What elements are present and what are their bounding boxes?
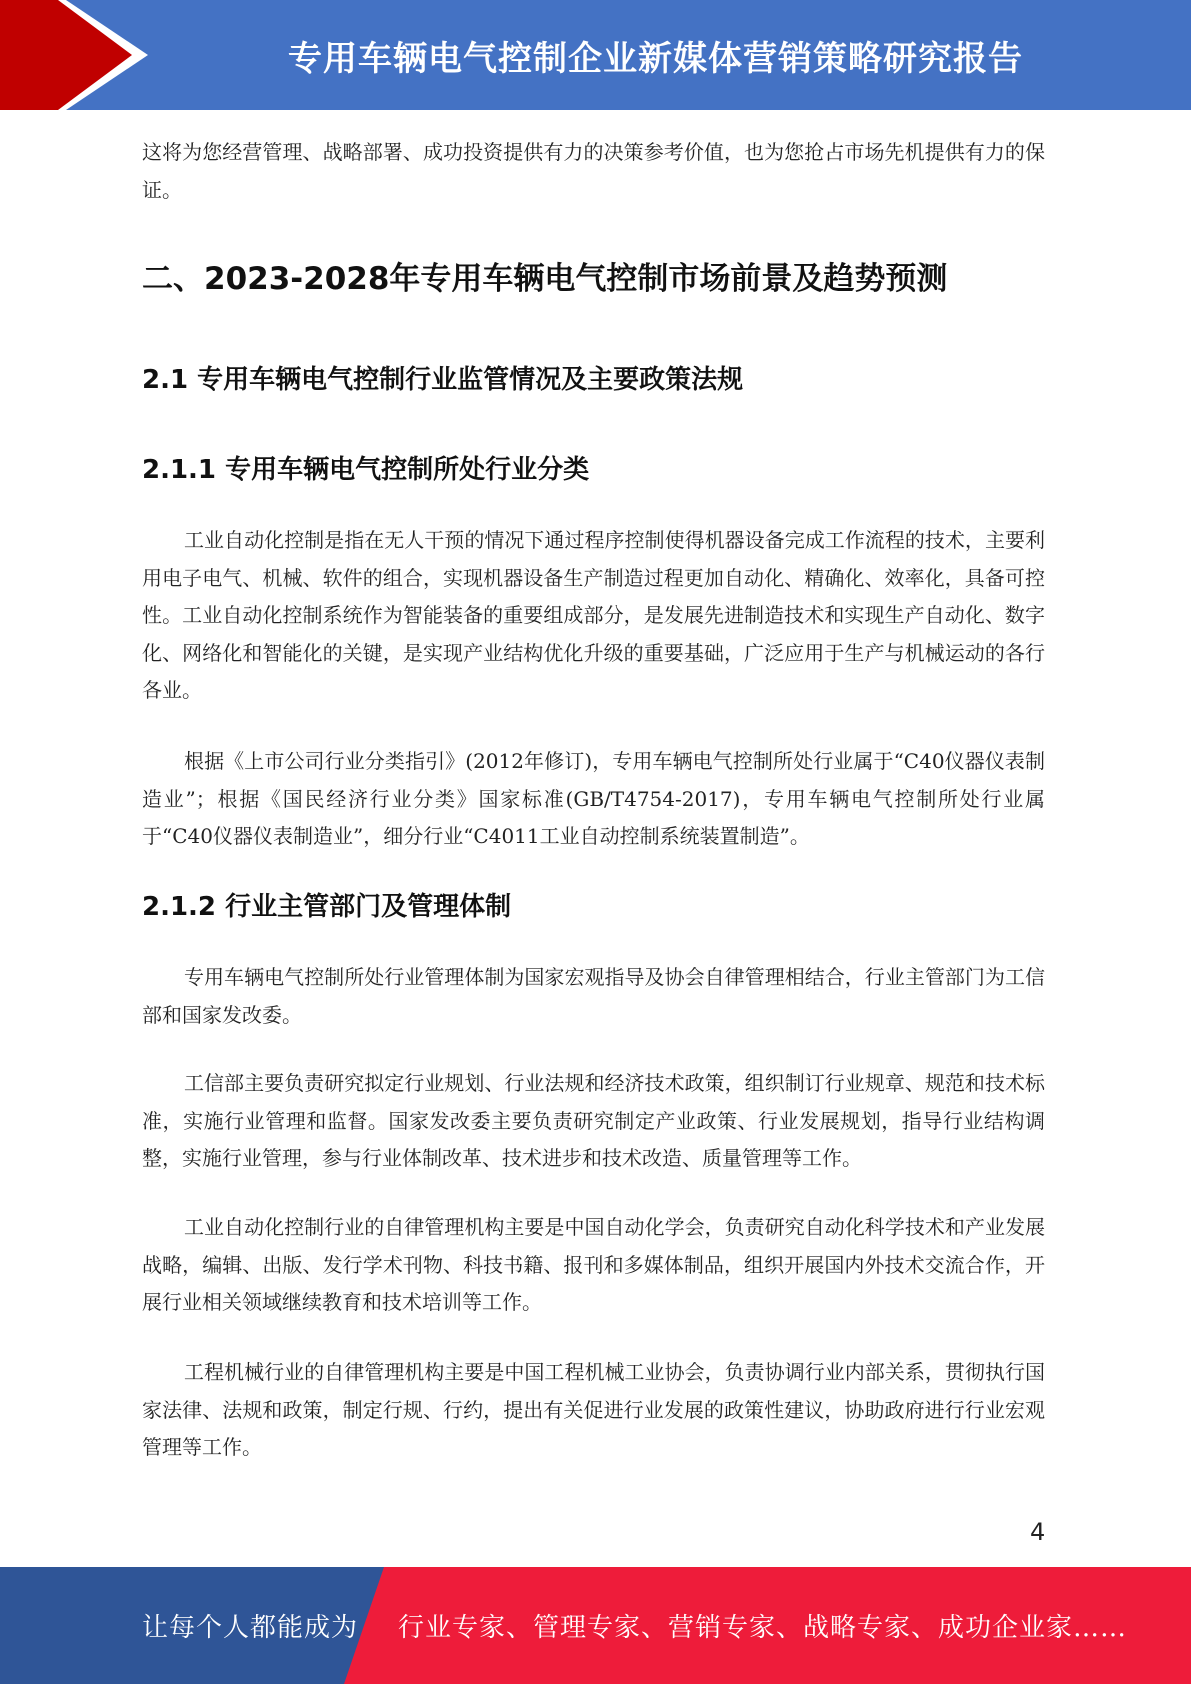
paragraph-block-2-1-2-c (142, 1209, 1045, 1322)
paragraph-block-2-1-2-b (142, 1065, 1045, 1178)
body-paragraph: 工业自动化控制行业的自律管理机构主要是中国自动化学会，负责研究自动化科学技术和产业发展战略，编辑、出版、发行学术刊物、科技书籍、报刊和多媒体制品，组织开展国内外技术交流合作，开展行业相关领域继续教育和技术培训等工作。 (142, 1215, 1045, 1314)
header-banner (0, 0, 1191, 110)
subsection-title-2-1: 2.1 专用车辆电气控制行业监管情况及主要政策法规 (142, 365, 744, 395)
paragraph-block-2-1-1-a (142, 522, 1045, 710)
body-paragraph: 专用车辆电气控制所处行业管理体制为国家宏观指导及协会自律管理相结合，行业主管部门为工信部和国家发改委。 (142, 965, 1045, 1027)
body-paragraph: 工信部主要负责研究拟定行业规划、行业法规和经济技术政策，组织制订行业规章、规范和技术标准，实施行业管理和监督。国家发改委主要负责研究制定产业政策、行业发展规划，指导行业结构调整，实施行业管理，参与行业体制改革、技术进步和技术改造、质量管理等工作。 (142, 1071, 1045, 1170)
intro-paragraph: 这将为您经营管理、战略部署、成功投资提供有力的决策参考价值，也为您抢占市场先机提供有力的保证。 (142, 140, 1045, 202)
intro-block (142, 134, 1045, 209)
body-paragraph: 根据《上市公司行业分类指引》(2012年修订)，专用车辆电气控制所处行业属于“C40仪器仪表制造业”；根据《国民经济行业分类》国家标准(GB/T4754-2017)，专用车辆电气控制所处行业属于“C40仪器仪表制造业”，细分行业“C4011工业自动控制系统装置制造”。 (142, 749, 1045, 848)
body-paragraph: 工业自动化控制是指在无人干预的情况下通过程序控制使得机器设备完成工作流程的技术，主要利用电子电气、机械、软件的组合，实现机器设备生产制造过程更加自动化、精确化、效率化，具备可控性。工业自动化控制系统作为智能装备的重要组成部分，是发展先进制造技术和实现生产自动化、数字化、网络化和智能化的关键，是实现产业结构优化升级的重要基础，广泛应用于生产与机械运动的各行各业。 (142, 528, 1045, 702)
subsection-title-2-1-2: 2.1.2 行业主管部门及管理体制 (142, 892, 512, 922)
report-title: 专用车辆电气控制企业新媒体营销策略研究报告 (288, 38, 1023, 79)
subsection-title-2-1-1: 2.1.1 专用车辆电气控制所处行业分类 (142, 455, 590, 485)
body-paragraph: 工程机械行业的自律管理机构主要是中国工程机械工业协会，负责协调行业内部关系，贯彻执行国家法律、法规和政策，制定行规、行约，提出有关促进行业发展的政策性建议，协助政府进行行业宏观管理等工作。 (142, 1360, 1045, 1459)
footer-slogan-left: 让每个人都能成为 (142, 1613, 359, 1643)
paragraph-block-2-1-2-a (142, 959, 1045, 1034)
page-number: 4 (1030, 1518, 1046, 1546)
paragraph-block-2-1-1-b (142, 743, 1045, 856)
section-title: 二、2023-2028年专用车辆电气控制市场前景及趋势预测 (142, 261, 948, 297)
paragraph-block-2-1-2-d (142, 1354, 1045, 1467)
footer-slogan-right: 行业专家、管理专家、营销专家、战略专家、成功企业家…… (398, 1613, 1128, 1643)
footer-banner (0, 1567, 1191, 1684)
